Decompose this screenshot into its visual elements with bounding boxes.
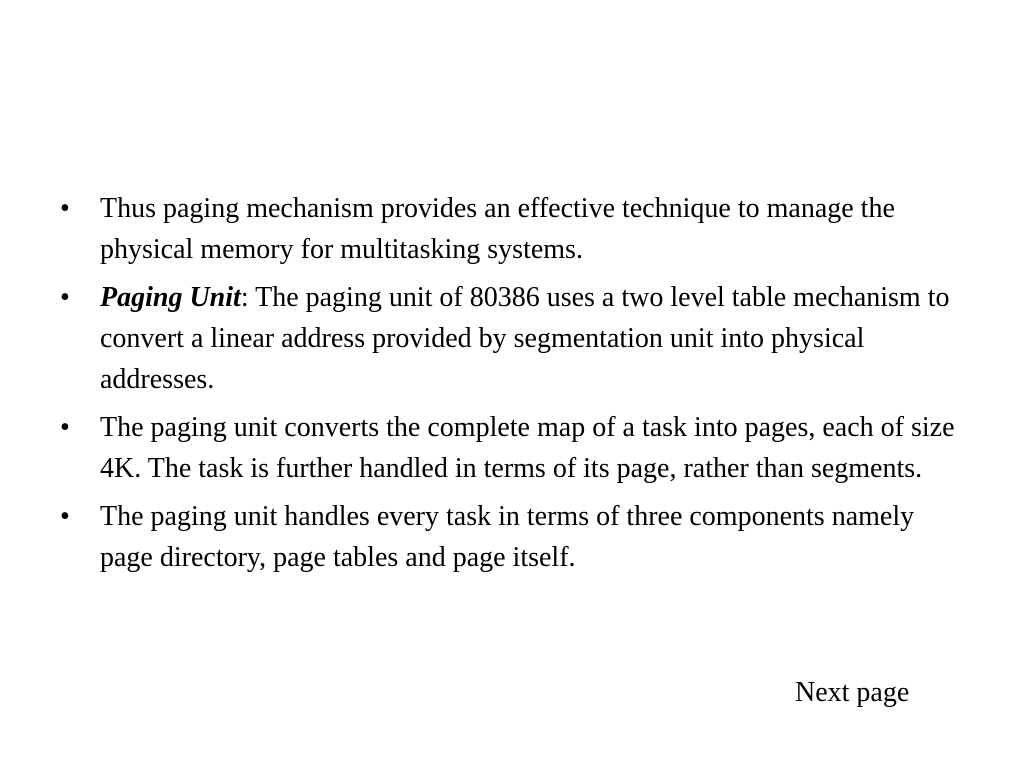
bullet-icon: • bbox=[60, 282, 70, 313]
bullet-text: The paging unit converts the complete map of a task into pages, each of size 4K. The task is further handled in terms of its page, rather than segments. bbox=[100, 412, 955, 484]
bullet-text: Thus paging mechanism provides an effective technique to manage the physical memory for multitasking systems. bbox=[100, 193, 895, 265]
bullet-icon: • bbox=[60, 412, 70, 443]
bullet-text: The paging unit handles every task in terms of three components namely page directory, page tables and page itself. bbox=[100, 501, 915, 573]
bullet-item bbox=[60, 188, 960, 270]
bullet-item bbox=[60, 407, 960, 489]
bullet-icon: • bbox=[60, 193, 70, 224]
bullet-item bbox=[60, 496, 960, 578]
bullet-list bbox=[60, 188, 960, 585]
next-page-link[interactable]: Next page bbox=[795, 677, 910, 708]
bullet-item bbox=[60, 277, 960, 400]
bullet-text: : The paging unit of 80386 uses a two level table mechanism to convert a linear address provided by segmentation unit into physical addresses. bbox=[100, 282, 950, 395]
bullet-icon: • bbox=[60, 501, 70, 532]
term-paging-unit: Paging Unit bbox=[100, 282, 241, 313]
